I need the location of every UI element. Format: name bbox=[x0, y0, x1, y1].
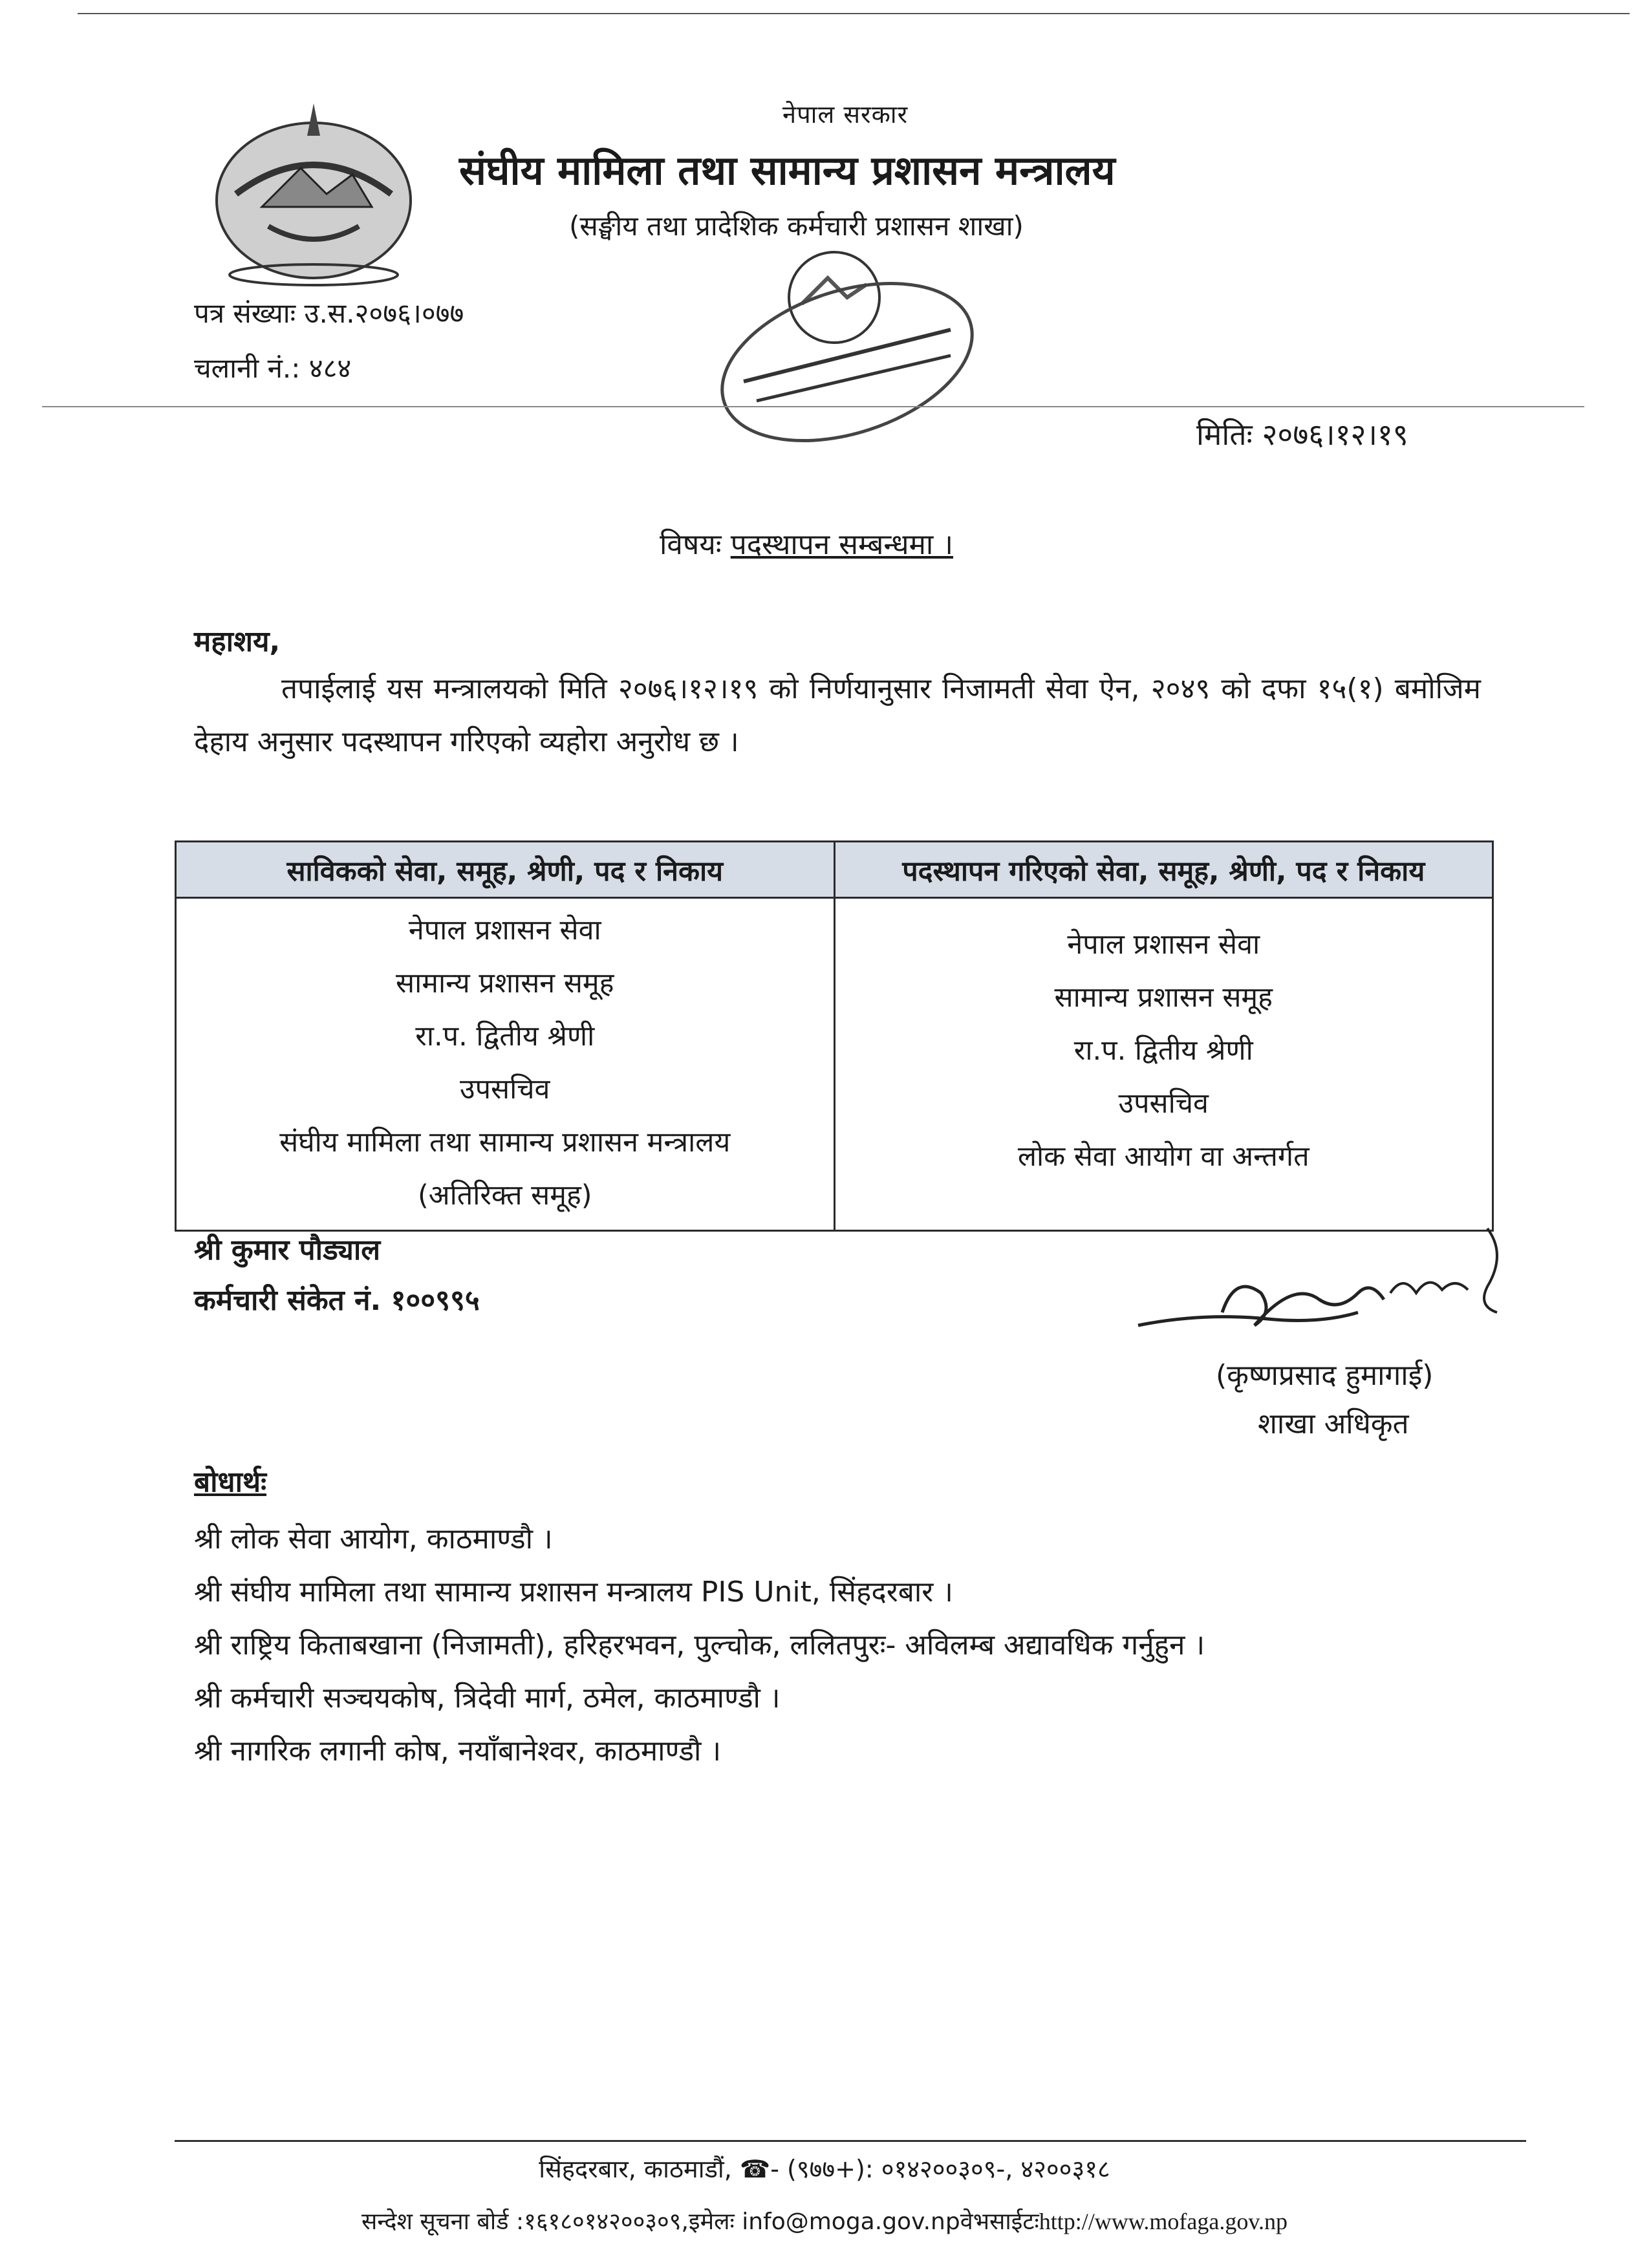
previous-group: सामान्य प्रशासन समूह bbox=[396, 967, 614, 1000]
section-name: (सङ्घीय तथा प्रादेशिक कर्मचारी प्रशासन शाखा) bbox=[569, 210, 1024, 242]
signatory-title: शाखा अधिकृत bbox=[1258, 1407, 1409, 1440]
previous-posting-header: साविकको सेवा, समूह, श्रेणी, पद र निकाय bbox=[176, 842, 835, 898]
cc-heading: बोधार्थः bbox=[194, 1466, 266, 1499]
signatory-name: (कृष्णप्रसाद हुमागाई) bbox=[1216, 1359, 1434, 1392]
previous-office-note: (अतिरिक्त समूह) bbox=[417, 1179, 592, 1212]
new-post: उपसचिव bbox=[1118, 1087, 1209, 1120]
nepal-emblem-icon bbox=[204, 97, 424, 291]
footer-contact-text: सन्देश सूचना बोर्ड :१६१८०१४२००३०९,इमेलः info@moga.gov.npवेभसाईटः bbox=[361, 2209, 1039, 2235]
date-label: मितिः bbox=[1196, 417, 1253, 452]
reference-label: पत्र संख्याः bbox=[194, 297, 296, 329]
footer-contact bbox=[0, 2205, 1649, 2236]
previous-office: संघीय मामिला तथा सामान्य प्रशासन मन्त्रालय bbox=[279, 1126, 731, 1159]
previous-class: रा.प. द्वितीय श्रेणी bbox=[415, 1020, 595, 1053]
footer-website-link[interactable]: http://www.mofaga.gov.np bbox=[1039, 2209, 1288, 2234]
subject-text: पदस्थापन सम्बन्धमा । bbox=[730, 528, 953, 561]
salutation: महाशय, bbox=[194, 625, 281, 658]
new-office: लोक सेवा आयोग वा अन्तर्गत bbox=[1017, 1140, 1310, 1173]
employee-block bbox=[194, 1225, 480, 1326]
previous-post: उपसचिव bbox=[460, 1073, 550, 1106]
list-item: श्री लोक सेवा आयोग, काठमाण्डौ । bbox=[194, 1523, 553, 1556]
date-value: २०७६।१२।१९ bbox=[1262, 417, 1408, 452]
previous-posting-cell bbox=[176, 898, 835, 1231]
handwritten-signature-icon bbox=[1125, 1215, 1526, 1358]
subject-label: विषयः bbox=[660, 528, 722, 561]
dispatch-value: ४८४ bbox=[308, 352, 352, 384]
body-paragraph: तपाईलाई यस मन्त्रालयको मिति २०७६।१२।१९ को निर्णयानुसार निजामती सेवा ऐन, २०४९ को दफा १५(१) बमोजिम देहाय अनुसार पदस्थापन गरिएको व्यहोरा अनुरोध छ । bbox=[194, 672, 1481, 758]
new-service: नेपाल प्रशासन सेवा bbox=[1067, 928, 1260, 961]
list-item: श्री संघीय मामिला तथा सामान्य प्रशासन मन्त्रालय PIS Unit, सिंहदरबार । bbox=[194, 1576, 953, 1609]
new-class: रा.प. द्वितीय श्रेणी bbox=[1073, 1034, 1253, 1067]
employee-code: कर्मचारी संकेत नं. १००९९५ bbox=[194, 1284, 480, 1317]
reference-number bbox=[194, 294, 464, 331]
government-name: नेपाल सरकार bbox=[782, 100, 909, 129]
new-posting-header: पदस्थापन गरिएको सेवा, समूह, श्रेणी, पद र निकाय bbox=[834, 842, 1493, 898]
cc-list bbox=[194, 1513, 1205, 1778]
ministry-name: संघीय मामिला तथा सामान्य प्रशासन मन्त्रालय bbox=[459, 147, 1116, 194]
footer-rule bbox=[175, 2140, 1526, 2142]
top-rule bbox=[78, 13, 1630, 14]
footer-address: सिंहदरबार, काठमाडौं, ☎- (९७७+): ०१४२००३०९-, ४२००३१८ bbox=[539, 2155, 1110, 2183]
ministry-stamp-icon bbox=[705, 233, 989, 453]
dispatch-number bbox=[194, 349, 351, 386]
letter-date bbox=[1196, 414, 1408, 454]
previous-service: नेपाल प्रशासन सेवा bbox=[408, 914, 601, 947]
employee-name: श्री कुमार पौड्याल bbox=[194, 1234, 381, 1267]
header-rule bbox=[42, 406, 1584, 407]
subject-line bbox=[660, 524, 953, 562]
posting-table bbox=[175, 840, 1494, 1232]
list-item: श्री कर्मचारी सञ्चयकोष, त्रिदेवी मार्ग, ठमेल, काठमाण्डौ । bbox=[194, 1682, 781, 1715]
new-group: सामान्य प्रशासन समूह bbox=[1054, 981, 1273, 1014]
list-item: श्री राष्ट्रिय किताबखाना (निजामती), हरिहरभवन, पुल्चोक, ललितपुरः- अविलम्ब अद्यावधिक गर्नुहुन । bbox=[194, 1629, 1205, 1662]
dispatch-label: चलानी नं.: bbox=[194, 352, 301, 384]
list-item: श्री नागरिक लगानी कोष, नयाँबानेश्वर, काठमाण्डौ । bbox=[194, 1735, 722, 1768]
new-posting-cell bbox=[834, 898, 1493, 1231]
reference-value: उ.स.२०७६।०७७ bbox=[304, 297, 464, 329]
